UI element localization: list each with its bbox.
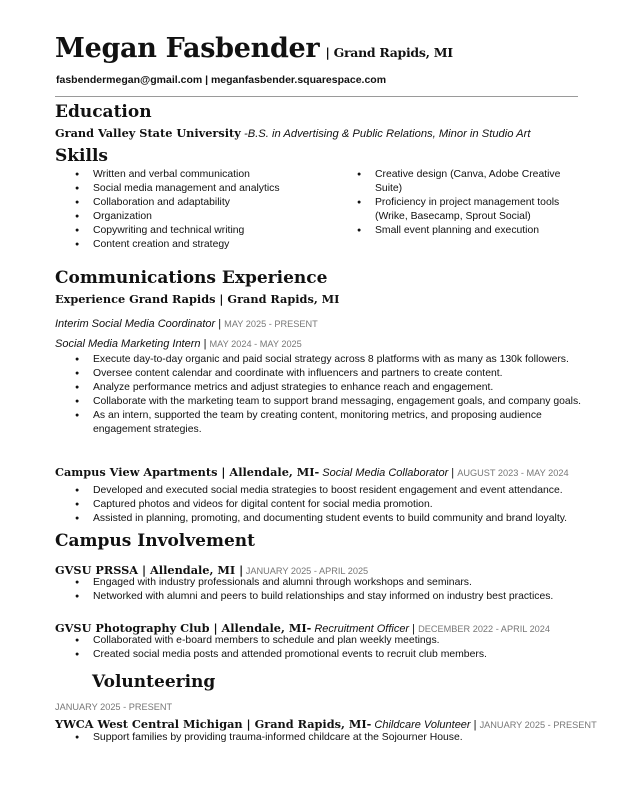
list-item: ● Developed and executed social media strategies to boost resident engagement and event attendance. — [55, 484, 585, 498]
separator: | — [215, 318, 225, 330]
list-item: ● Creative design (Canva, Adobe Creative Suite) — [337, 168, 582, 196]
list-item: ● Social media management and analytics — [55, 182, 345, 196]
role-date: JANUARY 2025 - PRESENT — [479, 720, 597, 730]
list-item: ● As an intern, supported the team by creating content, monitoring metrics, and proposing audience engagement strategies. — [55, 409, 585, 437]
volunteering-date-top: JANUARY 2025 - PRESENT — [55, 702, 173, 712]
education-heading: Education — [55, 102, 152, 122]
list-item: ● Networked with alumni and peers to build relationships and stay informed on industry best practices. — [55, 590, 585, 604]
org-name: YWCA West Central Michigan | Grand Rapids, MI- — [55, 717, 372, 731]
volunteering-heading: Volunteering — [92, 672, 216, 692]
contact-line: fasbendermegan@gmail.com | meganfasbender.squarespace.com — [56, 74, 387, 86]
degree-text: -B.S. in Advertising & Public Relations, Minor in Studio Art — [244, 128, 531, 140]
role-date: MAY 2025 - PRESENT — [224, 319, 318, 329]
involvement-bullets-2 — [55, 634, 585, 662]
list-item: ● Collaborated with e-board members to schedule and plan weekly meetings. — [55, 634, 585, 648]
separator: | — [200, 338, 210, 350]
volunteering-bullets — [55, 731, 585, 745]
role-title: Recruitment Officer — [311, 623, 410, 635]
separator: | — [448, 467, 458, 479]
separator: | — [470, 719, 480, 731]
education-line — [55, 126, 530, 140]
skills-heading: Skills — [55, 146, 109, 166]
role-title: Social Media Collaborator — [319, 467, 449, 479]
list-item: ● Collaborate with the marketing team to support brand messaging, engagement goals, and company goals. — [55, 395, 585, 409]
experience-role-1 — [55, 314, 318, 332]
role-date: AUGUST 2023 - MAY 2024 — [457, 468, 569, 478]
role-date: JANUARY 2025 - APRIL 2025 — [243, 566, 369, 576]
org-name: GVSU Photography Club | Allendale, MI- — [55, 621, 312, 635]
skills-right-list — [337, 168, 582, 238]
school-name: Grand Valley State University — [55, 126, 241, 140]
role-date: DECEMBER 2022 - APRIL 2024 — [418, 624, 551, 634]
role-title: Social Media Marketing Intern — [55, 338, 201, 350]
list-item: ● Content creation and strategy — [55, 238, 345, 252]
experience-bullets-2 — [55, 484, 585, 526]
list-item: ● Oversee content calendar and coordinate with influencers and partners to create content. — [55, 367, 585, 381]
list-item: ● Engaged with industry professionals and alumni through workshops and seminars. — [55, 576, 585, 590]
org-name: Campus View Apartments | Allendale, MI- — [55, 465, 320, 479]
list-item: ● Captured photos and videos for digital content for social media promotion. — [55, 498, 585, 512]
list-item: ● Proficiency in project management tools (Wrike, Basecamp, Sprout Social) — [337, 196, 582, 224]
list-item: ● Collaboration and adaptability — [55, 196, 345, 210]
header-divider — [55, 96, 578, 97]
separator: | — [409, 623, 419, 635]
role-title: Interim Social Media Coordinator — [55, 318, 216, 330]
list-item: ● Created social media posts and attended promotional events to recruit club members. — [55, 648, 585, 662]
org-name: GVSU PRSSA | Allendale, MI | — [55, 563, 244, 577]
experience-heading: Communications Experience — [55, 268, 328, 288]
role-date: MAY 2024 - MAY 2025 — [209, 339, 302, 349]
list-item: ● Assisted in planning, promoting, and documenting student events to build community and brand loyalty. — [55, 512, 585, 526]
list-item: ● Analyze performance metrics and adjust strategies to enhance reach and engagement. — [55, 381, 585, 395]
experience-org-1: Experience Grand Rapids | Grand Rapids, MI — [55, 292, 340, 306]
candidate-name — [55, 33, 453, 64]
experience-bullets-1 — [55, 353, 585, 436]
list-item: ● Written and verbal communication — [55, 168, 345, 182]
name-text: Megan Fasbender — [55, 33, 320, 64]
list-item: ● Support families by providing trauma-informed childcare at the Sojourner House. — [55, 731, 585, 745]
involvement-heading: Campus Involvement — [55, 531, 255, 551]
list-item: ● Organization — [55, 210, 345, 224]
experience-role-2 — [55, 334, 302, 352]
list-item: ● Small event planning and execution — [337, 224, 582, 238]
experience-org-2-line — [55, 463, 569, 481]
involvement-bullets-1 — [55, 576, 585, 604]
header-location: | Grand Rapids, MI — [325, 45, 453, 60]
skills-left-list — [55, 168, 345, 252]
list-item: ● Execute day-to-day organic and paid social strategy across 8 platforms with as many as 130k followers. — [55, 353, 585, 367]
list-item: ● Copywriting and technical writing — [55, 224, 345, 238]
role-title: Childcare Volunteer — [371, 719, 471, 731]
